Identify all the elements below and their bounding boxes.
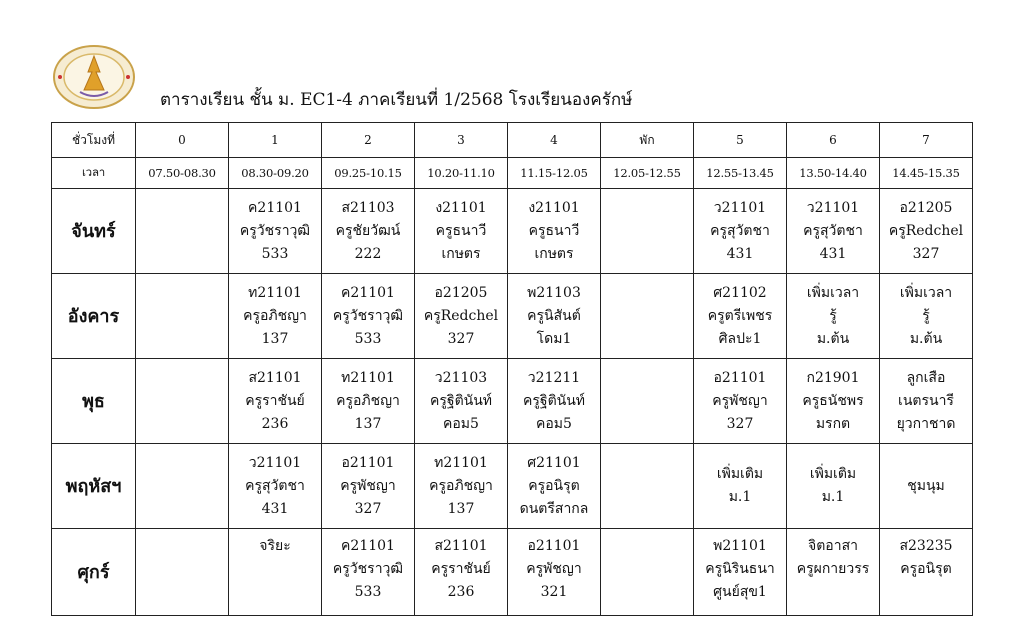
cell-line: มรกต (815, 415, 851, 432)
schedule-cell (508, 359, 601, 444)
schedule-cell (415, 529, 508, 616)
schedule-cell (229, 189, 322, 274)
cell-line: ครูพัชญา (712, 392, 768, 409)
cell-line: 321 (540, 584, 568, 600)
cell-line: ครูวัชราวุฒิ (332, 561, 404, 577)
cell-line: พ21103 (527, 284, 581, 301)
schedule-cell (415, 189, 508, 274)
cell-line: โดม1 (536, 330, 572, 347)
cell-line: อ21205 (434, 284, 488, 301)
cell-line: ม.ต้น (816, 330, 850, 347)
schedule-cell (229, 274, 322, 359)
period-number: 1 (229, 123, 322, 158)
cell-line: 137 (261, 330, 289, 347)
schedule-cell (880, 189, 973, 274)
cell-line: ครูRedchel (888, 222, 964, 239)
cell-line: ยุวกาชาด (896, 415, 956, 432)
period-number: 3 (415, 123, 508, 158)
day-row (52, 274, 973, 359)
time-slot: 09.25-10.15 (322, 158, 415, 189)
day-row (52, 359, 973, 444)
cell-line: ค21101 (341, 538, 395, 554)
period-number: 7 (880, 123, 973, 158)
schedule-cell (508, 444, 601, 529)
cell-line: 137 (354, 415, 382, 432)
cell-line: 533 (354, 584, 382, 600)
schedule-cell (880, 359, 973, 444)
cell-line: เพิ่มเติม (716, 466, 764, 482)
cell-line: เพิ่มเวลา (899, 284, 953, 301)
cell-line: ครูผกายวรร (796, 561, 870, 577)
cell-line: ครูฐิตินันท์ (429, 392, 493, 409)
schedule-cell (694, 529, 787, 616)
cell-line: ศ21102 (713, 284, 767, 301)
cell-line: ท21101 (248, 284, 302, 301)
cell-line: เพิ่มเติม (809, 466, 857, 482)
cell-line: ค21101 (341, 284, 395, 301)
day-row (52, 529, 973, 616)
period-number: พัก (601, 123, 694, 158)
cell-line: 327 (726, 415, 754, 432)
period-number: 5 (694, 123, 787, 158)
cell-line: ครูอภิชญา (429, 477, 493, 494)
period-number: 2 (322, 123, 415, 158)
cell-line: ครูสุวัตชา (245, 477, 305, 494)
schedule-cell (322, 529, 415, 616)
cell-line: ท21101 (434, 454, 488, 471)
page-title: ตารางเรียน ชั้น ม. EC1-4 ภาคเรียนที่ 1/2568 โรงเรียนองครักษ์ (160, 90, 633, 110)
schedule-cell (787, 274, 880, 359)
time-slot: 12.05-12.55 (601, 158, 694, 189)
schedule-cell (694, 444, 787, 529)
cell-line: จิตอาสา (808, 538, 858, 554)
schedule-cell (229, 444, 322, 529)
cell-line: 327 (912, 245, 940, 262)
period-header-row (52, 123, 973, 158)
schedule-cell (415, 444, 508, 529)
day-name: ศุกร์ (52, 529, 136, 616)
time-slot: 10.20-11.10 (415, 158, 508, 189)
cell-line: ครูตรีเพชร (707, 307, 773, 324)
day-row (52, 444, 973, 529)
schedule-cell (508, 274, 601, 359)
cell-line: อ21101 (527, 538, 581, 554)
cell-line: 533 (354, 330, 382, 347)
schedule-cell (229, 359, 322, 444)
schedule-cell (880, 274, 973, 359)
cell-line: ครูธนาวี (528, 222, 580, 239)
time-slot: 14.45-15.35 (880, 158, 973, 189)
cell-line: ครูธนาวี (435, 222, 487, 239)
schedule-cell (787, 189, 880, 274)
cell-line: ครูอนิรุต (900, 561, 952, 577)
schedule-cell (880, 529, 973, 616)
cell-line: ว21101 (713, 199, 767, 216)
timetable (51, 122, 973, 616)
schedule-cell (229, 529, 322, 616)
cell-line: 431 (261, 500, 289, 517)
cell-line: 327 (354, 500, 382, 517)
time-slot: 13.50-14.40 (787, 158, 880, 189)
cell-line: 236 (261, 415, 289, 432)
schedule-cell (787, 529, 880, 616)
cell-line: ครูชัยวัฒน์ (335, 222, 401, 239)
time-label: เวลา (52, 158, 136, 189)
time-slot: 08.30-09.20 (229, 158, 322, 189)
cell-line: 327 (447, 330, 475, 347)
schedule-cell (136, 359, 229, 444)
schedule-cell (322, 444, 415, 529)
cell-line: ครูธนัชพร (802, 392, 864, 409)
cell-line: คอม5 (536, 415, 572, 432)
cell-line: ว21103 (434, 369, 488, 386)
schedule-cell (787, 359, 880, 444)
cell-line: 431 (726, 245, 754, 262)
cell-line: ส21101 (248, 369, 302, 386)
cell-line: ศูนย์สุข1 (713, 584, 767, 600)
schedule-cell (601, 444, 694, 529)
schedule-cell (136, 444, 229, 529)
cell-line: ศ21101 (527, 454, 581, 471)
day-name: จันทร์ (52, 189, 136, 274)
schedule-cell (694, 189, 787, 274)
schedule-cell (601, 274, 694, 359)
cell-line: ครูRedchel (423, 307, 499, 324)
cell-line: อ21101 (341, 454, 395, 471)
cell-line: ค21101 (248, 199, 302, 216)
cell-line: ครูวัชราวุฒิ (332, 307, 404, 324)
cell-line: ม.1 (821, 489, 845, 505)
day-name: พฤหัสฯ (52, 444, 136, 529)
period-number: 0 (136, 123, 229, 158)
cell-line: ครูอนิรุต (528, 477, 580, 494)
cell-line: ส21103 (341, 199, 395, 216)
period-number: 6 (787, 123, 880, 158)
cell-line: รู้ (922, 307, 930, 324)
cell-line: เกษตร (534, 245, 574, 262)
cell-line: ครูพัชญา (340, 477, 396, 494)
cell-line: ท21101 (341, 369, 395, 386)
cell-line: ง21101 (435, 199, 487, 216)
schedule-cell (694, 274, 787, 359)
cell-line: ว21211 (527, 369, 581, 386)
cell-line: เกษตร (441, 245, 481, 262)
schedule-cell (136, 274, 229, 359)
schedule-cell (136, 529, 229, 616)
cell-line: ว21101 (248, 454, 302, 471)
day-name: พุธ (52, 359, 136, 444)
cell-line: 137 (447, 500, 475, 517)
schedule-cell (694, 359, 787, 444)
schedule-cell (322, 189, 415, 274)
cell-line: ส23235 (899, 538, 953, 554)
cell-line: 222 (354, 245, 382, 262)
cell-line: ม.1 (728, 489, 752, 505)
schedule-cell (508, 189, 601, 274)
cell-line: 431 (819, 245, 847, 262)
cell-line: 236 (447, 584, 475, 600)
schedule-cell (601, 189, 694, 274)
cell-line: ครูวัชราวุฒิ (239, 222, 311, 239)
cell-line: อ21205 (899, 199, 953, 216)
cell-line: ก21901 (806, 369, 860, 386)
cell-line: ม.ต้น (909, 330, 943, 347)
schedule-cell (415, 274, 508, 359)
cell-line: ชุมนุม (907, 477, 945, 494)
cell-line: ครูราชันย์ (431, 561, 491, 577)
cell-line: อ21101 (713, 369, 767, 386)
schedule-cell (322, 359, 415, 444)
schedule-cell (415, 359, 508, 444)
cell-line: จริยะ (259, 538, 291, 554)
cell-line: ครูราชันย์ (245, 392, 305, 409)
cell-line: คอม5 (443, 415, 479, 432)
day-name: อังคาร (52, 274, 136, 359)
period-number: 4 (508, 123, 601, 158)
cell-line: ครูพัชญา (526, 561, 582, 577)
cell-line: รู้ (829, 307, 837, 324)
cell-line: เพิ่มเวลา (806, 284, 860, 301)
period-label: ชั่วโมงที่ (52, 123, 136, 158)
cell-line: พ21101 (713, 538, 767, 554)
cell-line: ครูนิสันต์ (527, 307, 581, 324)
cell-line: ดนตรีสากล (519, 500, 589, 517)
time-row (52, 158, 973, 189)
schedule-cell (601, 359, 694, 444)
schedule-cell (322, 274, 415, 359)
time-slot: 07.50-08.30 (136, 158, 229, 189)
cell-line: ครูฐิตินันท์ (522, 392, 586, 409)
cell-line: ว21101 (806, 199, 860, 216)
cell-line: ครูอภิชญา (243, 307, 307, 324)
cell-line: ส21101 (434, 538, 488, 554)
cell-line: เนตรนารี (898, 392, 954, 409)
schedule-cell (601, 529, 694, 616)
time-slot: 11.15-12.05 (508, 158, 601, 189)
cell-line: ครูสุวัตชา (710, 222, 770, 239)
cell-line: ลูกเสือ (906, 369, 946, 386)
schedule-cell (880, 444, 973, 529)
day-row (52, 189, 973, 274)
cell-line: ศิลปะ1 (718, 330, 762, 347)
schedule-cell (136, 189, 229, 274)
schedule-cell (508, 529, 601, 616)
cell-line: 533 (261, 245, 289, 262)
cell-line: ครูสุวัตชา (803, 222, 863, 239)
cell-line: ครูนิรินธนา (705, 561, 775, 577)
cell-line: ง21101 (528, 199, 580, 216)
school-logo (50, 44, 138, 110)
time-slot: 12.55-13.45 (694, 158, 787, 189)
cell-line: ครูอภิชญา (336, 392, 400, 409)
schedule-cell (787, 444, 880, 529)
